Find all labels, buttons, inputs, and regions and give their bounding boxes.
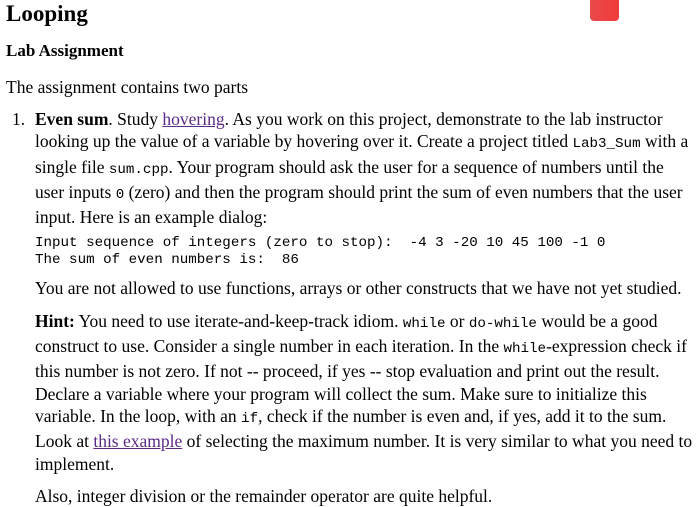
page-title: Looping <box>6 1 88 26</box>
section-heading: Lab Assignment <box>6 41 124 60</box>
text: -expression check if this number is not zero. If not -- proceed, if yes -- stop evaluation and print out the result. Declare a variable where your program will collect the sum. Make sure to initialize this variable. In the loop, with an <box>35 336 687 426</box>
text: , check if the number is even and, if yes, add it to the sum. Look at <box>35 405 667 452</box>
text: of selecting the maximum number. It is very similar to what you need to implement. <box>35 431 693 474</box>
text: . Your program should ask the user for a sequence of numbers until the user inputs <box>35 156 664 202</box>
example-link[interactable]: this example <box>93 431 183 452</box>
dialog-line: The sum of even numbers is: 86 <box>35 252 299 269</box>
item-number: 1. <box>12 109 26 129</box>
zero-code: 0 <box>115 186 125 203</box>
if-code: if <box>241 410 259 427</box>
text: with a single file <box>35 131 689 177</box>
text: . As you work on this project, demonstrate to the lab instructor looking up the value of a variable by hovering over it. Create a project titled <box>35 109 663 152</box>
file-name-code: sum.cpp <box>108 161 169 178</box>
example-dialog <box>35 235 696 269</box>
text: would be a good construct to use. Consider a single number in each iteration. In the <box>35 310 658 357</box>
restriction-text: You are not allowed to use functions, arrays or other constructs that we have not yet studied. <box>35 278 682 299</box>
red-bookmark-tab <box>590 0 619 21</box>
text: You need to use iterate-and-keep-track idiom. <box>74 310 403 331</box>
dialog-line: Input sequence of integers (zero to stop): -4 3 -20 10 45 100 -1 0 <box>35 235 606 252</box>
text: (zero) and then the program should print the sum of even numbers that the user input. Here is an example dialog: <box>35 181 683 228</box>
intro-text: The assignment contains two parts <box>6 77 249 97</box>
hint-label: Hint: <box>35 310 75 331</box>
also-text: Also, integer division or the remainder operator are quite helpful. <box>35 485 493 506</box>
item-body <box>35 108 696 507</box>
while-code: while <box>402 315 446 332</box>
assignment-item-1 <box>6 108 696 507</box>
while-code: while <box>503 341 547 358</box>
item-title: Even sum <box>35 109 109 129</box>
text: or <box>445 310 469 331</box>
text: . Study <box>108 109 163 129</box>
hint-paragraph <box>35 310 696 475</box>
item-description <box>35 108 696 228</box>
project-name-code: Lab3_Sum <box>572 136 641 153</box>
do-while-code: do-while <box>468 315 537 332</box>
hovering-link[interactable]: hovering <box>162 109 225 129</box>
